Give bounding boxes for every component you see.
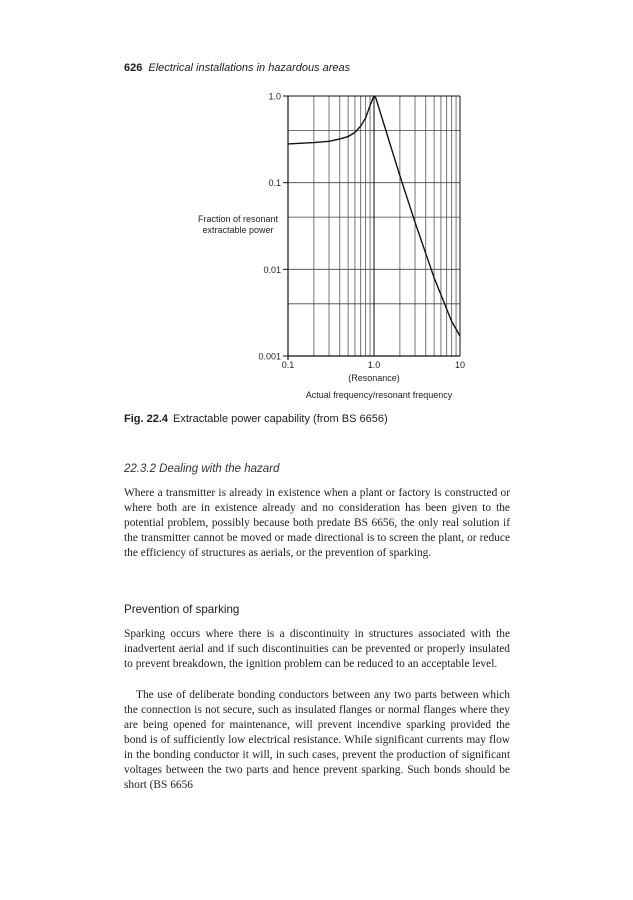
x-tick-label: 0.1 [281,360,295,370]
figure-label: Fig. 22.4 [124,413,169,425]
figure-caption-text: Extractable power capability (from BS 6656) [173,413,388,425]
y-tick-label: 0.1 [268,178,281,189]
paragraph-3: The use of deliberate bonding conductors between any two parts between which the connection is not secure, such as insulated flanges or normal flanges where they are being opened for maintenance, will prevent incendive sparking provided the bond is of sufficiently low electrical resistance. While significant currents may flow in the bonding conductor it will, in such cases, prevent the production of significant voltages between the two parts and hence prevent sparking. Such bonds should be short (BS 6656 [124,689,510,791]
y-tick-label: 1.0 [268,91,281,102]
x-axis-label: Actual frequency/resonant frequency [305,390,453,400]
x-tick-label: 10 [454,360,466,370]
figure-caption [124,413,388,425]
y-axis-label-line-1: Fraction of resonant [197,214,279,224]
chart-labels [198,92,465,401]
subheading-prevention-of-sparking: Prevention of sparking [124,603,240,616]
chart-frame [283,96,460,360]
y-axis-label-line-2: extractable power [202,225,274,235]
running-title: Electrical installations in hazardous areas [148,62,351,74]
y-tick-label: 0.001 [258,351,281,362]
chart-grid [288,96,460,356]
page-number: 626 [124,62,143,74]
y-tick-label: 0.01 [263,264,281,275]
section-heading: 22.3.2 Dealing with the hazard [124,463,280,475]
paragraph-1: Where a transmitter is already in existence when a plant or factory is constructed or where both are in existence already and no consideration has been given to the potential problem, possibly because both predate BS 6656, the only real solution if the transmitter cannot be moved or made directional is to screen the plant, or reduce the efficiency of structures as aerials, or the prevention of sparking. [124,487,510,559]
x-tick-label: 1.0 [367,360,381,370]
resonance-label: (Resonance) [348,373,400,383]
paragraph-2: Sparking occurs where there is a discontinuity in structures associated with the inadvertent aerial and if such discontinuities can be prevented or properly insulated to prevent breakdown, the ignition problem can be reduced to an acceptable level. [124,628,510,670]
extractable-power-chart [0,0,633,412]
